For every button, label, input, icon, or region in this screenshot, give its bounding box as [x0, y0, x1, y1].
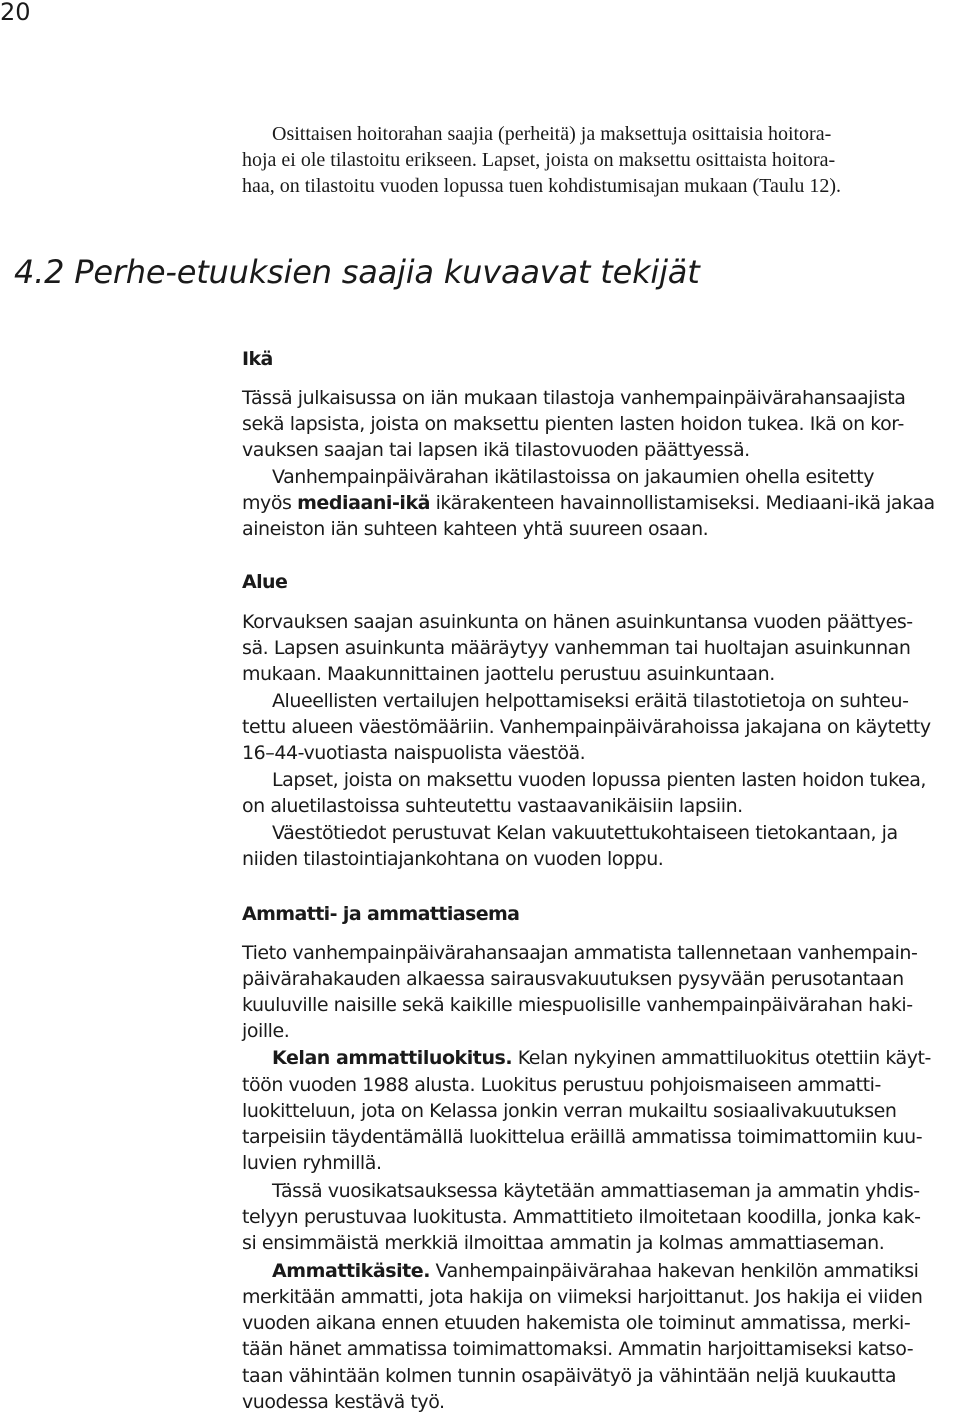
ammatti-line: Tässä vuosikatsauksessa käytetään ammattiaseman ja ammatin yhdis-	[272, 1180, 920, 1202]
ammatti-line: kuuluville naisille sekä kaikille miespuolisille vanhempainpäivärahan haki-	[242, 994, 913, 1016]
ammatti-line: vuoden aikana ennen etuuden hakemista ole toiminut ammatissa, merki-	[242, 1312, 911, 1334]
intro-line: hoja ei ole tilastoitu erikseen. Lapset, joista on maksettu osittaista hoitora-	[242, 149, 836, 171]
alue-line: Lapset, joista on maksettu vuoden lopussa pienten lasten hoidon tukea,	[272, 769, 927, 791]
text-run: Kelan nykyinen ammattiluokitus otettiin käyt-	[512, 1047, 931, 1069]
ammatti-line: si ensimmäistä merkkiä ilmoittaa ammatin ja kolmas ammattiaseman.	[242, 1232, 885, 1254]
ammatti-line: joille.	[242, 1020, 290, 1042]
alue-line: Korvauksen saajan asuinkunta on hänen asuinkuntansa vuoden päättyes-	[242, 611, 913, 633]
alue-line: mukaan. Maakunnittainen jaottelu perustuu asuinkuntaan.	[242, 663, 775, 685]
ammattikasite-term: Ammattikäsite.	[272, 1260, 430, 1282]
intro-line: haa, on tilastoitu vuoden lopussa tuen kohdistumisajan mukaan (Taulu 12).	[242, 175, 842, 197]
mediaani-ika-term: mediaani-ikä	[297, 492, 431, 514]
ika-line: Tässä julkaisussa on iän mukaan tilastoja vanhempainpäivärahansaajista	[242, 387, 906, 409]
ammatti-line: luvien ryhmillä.	[242, 1152, 382, 1174]
alue-line: sä. Lapsen asuinkunta määräytyy vanhemman tai huoltajan asuinkunnan	[242, 637, 911, 659]
page-number: 20	[0, 0, 31, 26]
intro-line: Osittaisen hoitorahan saajia (perheitä) ja maksettuja osittaisia hoitora-	[272, 123, 832, 145]
ammatti-line: tarpeisiin täydentämällä luokittelua eräillä ammatissa toimimattomiin kuu-	[242, 1126, 923, 1148]
ika-line: Vanhempainpäivärahan ikätilastoissa on jakaumien ohella esitetty	[272, 466, 875, 488]
alue-line: Alueellisten vertailujen helpottamiseksi eräitä tilastotietoja on suhteu-	[272, 690, 909, 712]
ammatti-line: vuodessa kestävä työ.	[242, 1391, 445, 1413]
text-run: Vanhempainpäivärahaa hakevan henkilön ammatiksi	[429, 1260, 919, 1282]
ika-line: vauksen saajan tai lapsen ikä tilastovuoden päättyessä.	[242, 439, 750, 461]
ammatti-line: taan vähintään kolmen tunnin osapäivätyö ja vähintään neljä kuukautta	[242, 1365, 897, 1387]
ammatti-line: päivärahakauden alkaessa sairausvakuutuksen pysyvään perusotantaan	[242, 968, 904, 990]
alue-line: on aluetilastoissa suhteutettu vastaavanikäisiin lapsiin.	[242, 795, 743, 817]
ika-line: sekä lapsista, joista on maksettu pienten lasten hoidon tukea. Ikä on kor-	[242, 413, 904, 435]
ammattiluokitus-line	[272, 1045, 931, 1071]
ammattikasite-line	[272, 1258, 919, 1284]
ammatti-line: merkitään ammatti, jota hakija on viimeksi harjoittanut. Jos hakija ei viiden	[242, 1286, 923, 1308]
ika-line-mediaani	[242, 490, 935, 516]
ammatti-line: luokitteluun, jota on Kelassa jonkin verran mukailtu sosiaalivakuutuksen	[242, 1100, 897, 1122]
ammatti-line: töön vuoden 1988 alusta. Luokitus perustuu pohjoismaiseen ammatti-	[242, 1074, 881, 1096]
section-heading: 4.2 Perhe-etuuksien saajia kuvaavat tekijät	[14, 253, 700, 291]
ammatti-line: telyyn perustuvaa luokitusta. Ammattitieto ilmoitetaan koodilla, jonka kak-	[242, 1206, 921, 1228]
alue-line: niiden tilastointiajankohtana on vuoden loppu.	[242, 848, 664, 870]
alue-line: tettu alueen väestömääriin. Vanhempainpäivärahoissa jakajana on käytetty	[242, 716, 931, 738]
kelan-ammattiluokitus-term: Kelan ammattiluokitus.	[272, 1047, 513, 1069]
text-run: myös	[242, 492, 298, 514]
ika-heading: Ikä	[242, 348, 273, 370]
alue-line: 16–44-vuotiasta naispuolista väestöä.	[242, 742, 586, 764]
ammatti-line: tään hänet ammatissa toimimattomaksi. Ammatin harjoittamiseksi katso-	[242, 1338, 914, 1360]
ika-line: aineiston iän suhteen kahteen yhtä suureen osaan.	[242, 518, 709, 540]
text-run: ikärakenteen havainnollistamiseksi. Mediaani-ikä jakaa	[430, 492, 935, 514]
ammatti-line: Tieto vanhempainpäivärahansaajan ammatista tallennetaan vanhempain-	[242, 942, 918, 964]
alue-line: Väestötiedot perustuvat Kelan vakuutettukohtaiseen tietokantaan, ja	[272, 822, 898, 844]
alue-heading: Alue	[242, 571, 288, 593]
ammatti-heading: Ammatti- ja ammattiasema	[242, 903, 520, 925]
